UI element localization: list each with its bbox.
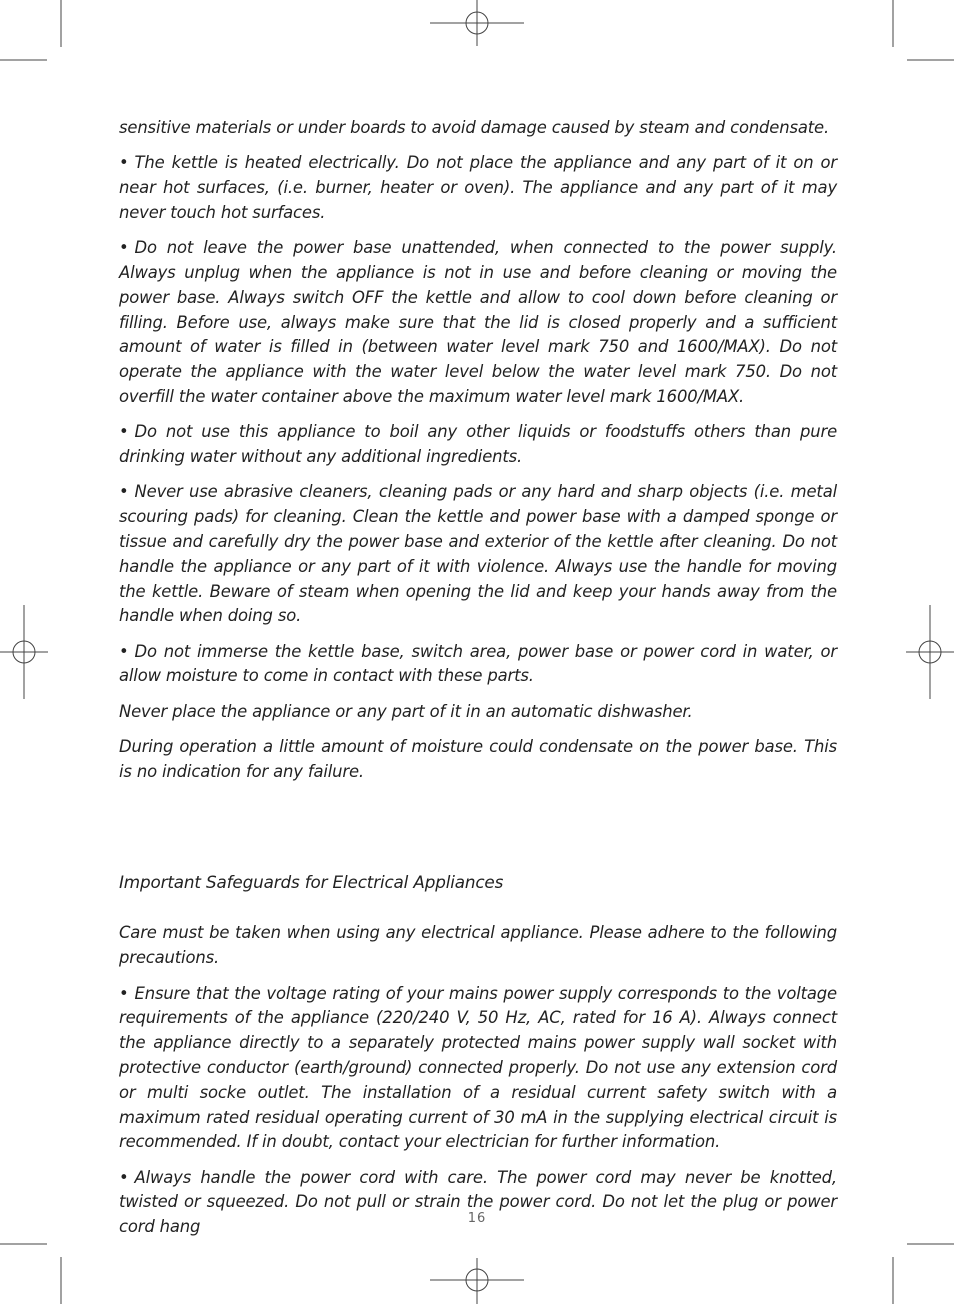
- bullet-paragraph-liquids: [119, 420, 837, 470]
- top-section: [119, 116, 837, 785]
- paragraph-text: Do not leave the power base unattended, when connected to the power supply. Always unplug when the appliance is not in use and before cleaning or moving the power base. Always switch OFF the kettle and allow to cool down before cleaning or filling. Before use, always make sure that the lid is closed properly and a sufficient amount of water is filled in (between water level mark 750 and 1600/MAX). Do not operate the appliance with the water level below the water level mark 750. Do not overfill the water container above the maximum water level mark 1600/MAX.: [119, 238, 837, 406]
- paragraph-dishwasher: [119, 700, 837, 725]
- bottom-section: [119, 921, 837, 1240]
- paragraph-text: Do not use this appliance to boil any other liquids or foodstuffs others than pure drinking water without any additional ingredients.: [119, 422, 837, 467]
- paragraph-condensate: [119, 735, 837, 785]
- bullet-paragraph-voltage: [119, 982, 837, 1156]
- paragraph-text: Do not immerse the kettle base, switch area, power base or power cord in water, or allow moisture to come in contact with these parts.: [119, 641, 837, 686]
- paragraph-text: sensitive materials or under boards to avoid damage caused by steam and condensate.: [119, 118, 830, 137]
- paragraph-care: [119, 921, 837, 971]
- bullet-icon: •: [119, 153, 129, 173]
- page-number: 16: [467, 1211, 487, 1226]
- bullet-icon: •: [119, 983, 129, 1003]
- paragraph-text: Always handle the power cord with care. The power cord may never be knotted, twisted or squeezed. Do not pull or strain the power cord. Do not let the plug or power cord hang: [119, 1167, 837, 1237]
- bullet-paragraph-heated-electrically: [119, 151, 837, 225]
- registration-mark-top: [430, 0, 524, 46]
- bullet-icon: •: [119, 238, 129, 258]
- paragraph-text: Care must be taken when using any electrical appliance. Please adhere to the following precautions.: [119, 923, 837, 968]
- bullet-icon: •: [119, 482, 129, 502]
- paragraph-text: The kettle is heated electrically. Do not place the appliance and any part of it on or near hot surfaces, (i.e. burner, heater or oven). The appliance and any part of it may never touch hot surfaces.: [119, 153, 837, 222]
- bullet-paragraph-immerse: [119, 640, 837, 690]
- bullet-icon: •: [119, 641, 129, 661]
- paragraph-text: Never use abrasive cleaners, cleaning pads or any hard and sharp objects (i.e. metal scouring pads) for cleaning. Clean the kettle and power base with a damped sponge or tissue and carefully dry the power base and exterior of the kettle after cleaning. Do not handle the appliance or any part of it with violence. Always use the handle for moving the kettle. Beware of steam when opening the lid and keep your hands away from the handle when doing so.: [119, 482, 837, 626]
- bullet-paragraph-cleaning: [119, 480, 837, 629]
- registration-mark-left: [0, 605, 48, 699]
- paragraph-text: Never place the appliance or any part of it in an automatic dishwasher.: [119, 701, 693, 721]
- bullet-paragraph-power-cord: [119, 1166, 837, 1240]
- registration-mark-right: [906, 605, 954, 699]
- bullet-paragraph-power-base: [119, 236, 837, 410]
- paragraph-continuation: [119, 116, 837, 141]
- bullet-icon: •: [119, 1167, 129, 1187]
- paragraph-text: Ensure that the voltage rating of your mains power supply corresponds to the voltage requirements of the appliance (220/240 V, 50 Hz, AC, rated for 16 A). Always connect the appliance directly to a separately protected mains power supply wall socket with protective conductor (earth/ground) connected properly. Do not use any extension cord or multi socke outlet. The installation of a residual current safety switch with a maximum rated residual operating current of 30 mA in the supplying electrical circuit is recommended. If in doubt, contact your electrician for further information.: [119, 983, 837, 1152]
- bullet-icon: •: [119, 422, 129, 442]
- document-body: [119, 116, 837, 1250]
- paragraph-text: During operation a little amount of moisture could condensate on the power base. This is no indication for any failure.: [119, 737, 837, 781]
- registration-mark-bottom: [430, 1258, 524, 1304]
- section-heading: Important Safeguards for Electrical Appliances: [119, 871, 504, 892]
